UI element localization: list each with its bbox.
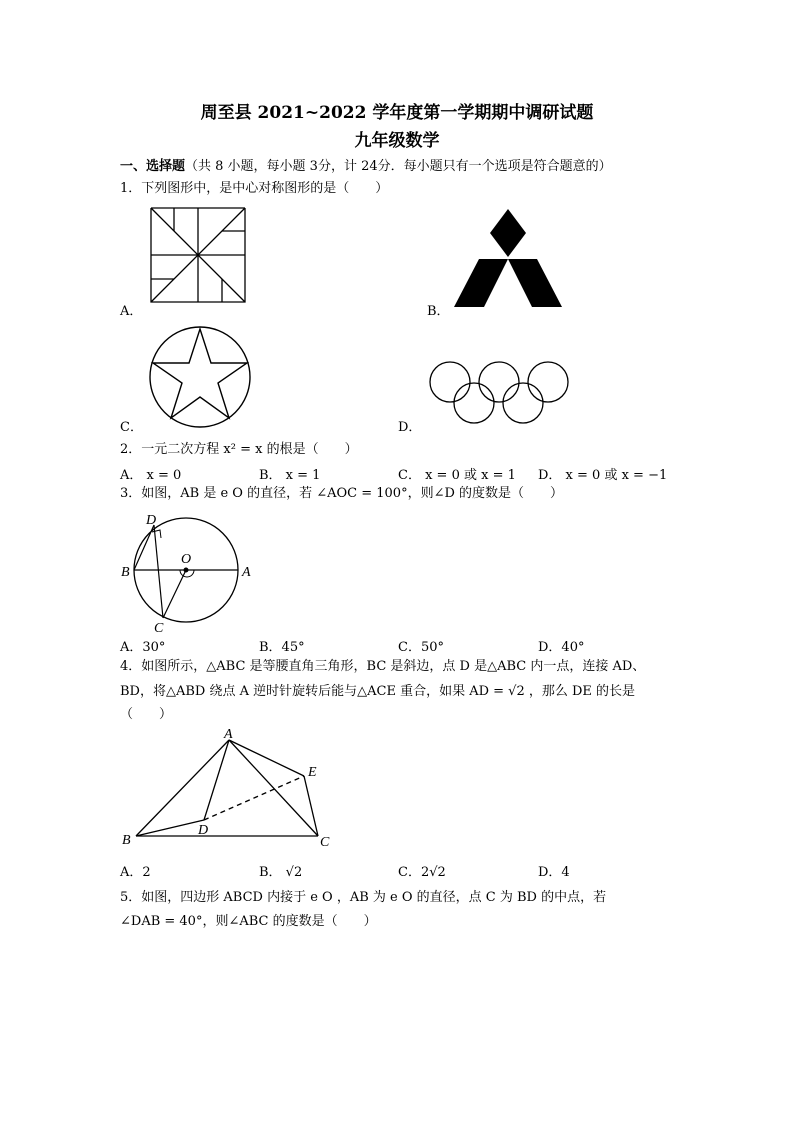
q4-option-a: A．2 — [120, 865, 151, 880]
q3-option-d: D．40° — [538, 640, 585, 655]
q4-label-e: E — [308, 765, 317, 780]
q3-label-a: A — [242, 565, 251, 580]
q3-label-d: D — [146, 513, 157, 528]
q3-label-b: B — [121, 565, 130, 580]
q1-option-c: C． — [120, 420, 143, 435]
q4-label-a: A — [224, 727, 233, 742]
section-heading-label: 一、选择题 — [120, 159, 186, 174]
q4-label-b: B — [122, 833, 131, 848]
q3-option-c: C．50° — [398, 640, 444, 655]
q2-option-a: A． x = 0 — [120, 468, 182, 483]
q2-option-c: C． x = 0 或 x = 1 — [398, 468, 516, 483]
q2-stem: 2．一元二次方程 x² = x 的根是（ ） — [120, 442, 358, 457]
q1-figure-c-star-in-circle — [148, 325, 252, 429]
q2-option-d: D． x = 0 或 x = −1 — [538, 468, 668, 483]
q1-figure-b-three-diamonds — [452, 207, 564, 307]
q4-option-c: C．2√2 — [398, 865, 446, 880]
q3-circle-figure — [118, 508, 258, 636]
q5-stem-line2: ∠DAB = 40°，则∠ABC 的度数是（ ） — [120, 914, 377, 929]
q3-option-a: A．30° — [120, 640, 166, 655]
q4-option-b: B． √2 — [259, 865, 303, 880]
q3-option-b: B．45° — [259, 640, 305, 655]
q2-option-b: B． x = 1 — [259, 468, 321, 483]
q4-stem-line1: 4．如图所示，△ABC 是等腰直角三角形，BC 是斜边，点 D 是△ABC 内一点，连接 AD、 — [120, 659, 646, 674]
q4-stem-line3: （ ） — [120, 707, 173, 722]
section-note: （共 8 小题，每小题 3分，计 24分．每小题只有一个选项是符合题意的） — [185, 159, 612, 174]
q1-option-a: A． — [120, 304, 143, 319]
q4-triangle-figure — [118, 728, 338, 853]
q4-option-d: D．4 — [538, 865, 570, 880]
q3-label-c: C — [154, 621, 164, 636]
q1-option-d: D． — [398, 420, 422, 435]
q4-stem-line2: BD，将△ABD 绕点 A 逆时针旋转后能与△ACE 重合，如果 AD = √2 ，那么 DE 的长是 — [120, 684, 636, 699]
q3-stem: 3．如图，AB 是 e O 的直径，若 ∠AOC = 100°，则∠D 的度数是（ ） — [120, 486, 564, 501]
q4-label-c: C — [320, 835, 330, 850]
q1-figure-d-five-rings — [427, 360, 571, 426]
page-title: 周至县 2021~2022 学年度第一学期期中调研试题 — [200, 103, 594, 123]
q3-label-o: O — [181, 552, 192, 567]
page-subtitle: 九年级数学 — [354, 131, 440, 151]
q1-stem: 1．下列图形中，是中心对称图形的是（ ） — [120, 181, 389, 196]
q5-stem-line1: 5．如图，四边形 ABCD 内接于 e O ，AB 为 e O 的直径，点 C 为 BD 的中点，若 — [120, 890, 607, 905]
q4-label-d: D — [198, 823, 209, 838]
section-heading — [120, 159, 612, 175]
q1-figure-a-pinwheel — [150, 207, 246, 303]
q1-option-b: B． — [427, 304, 450, 319]
